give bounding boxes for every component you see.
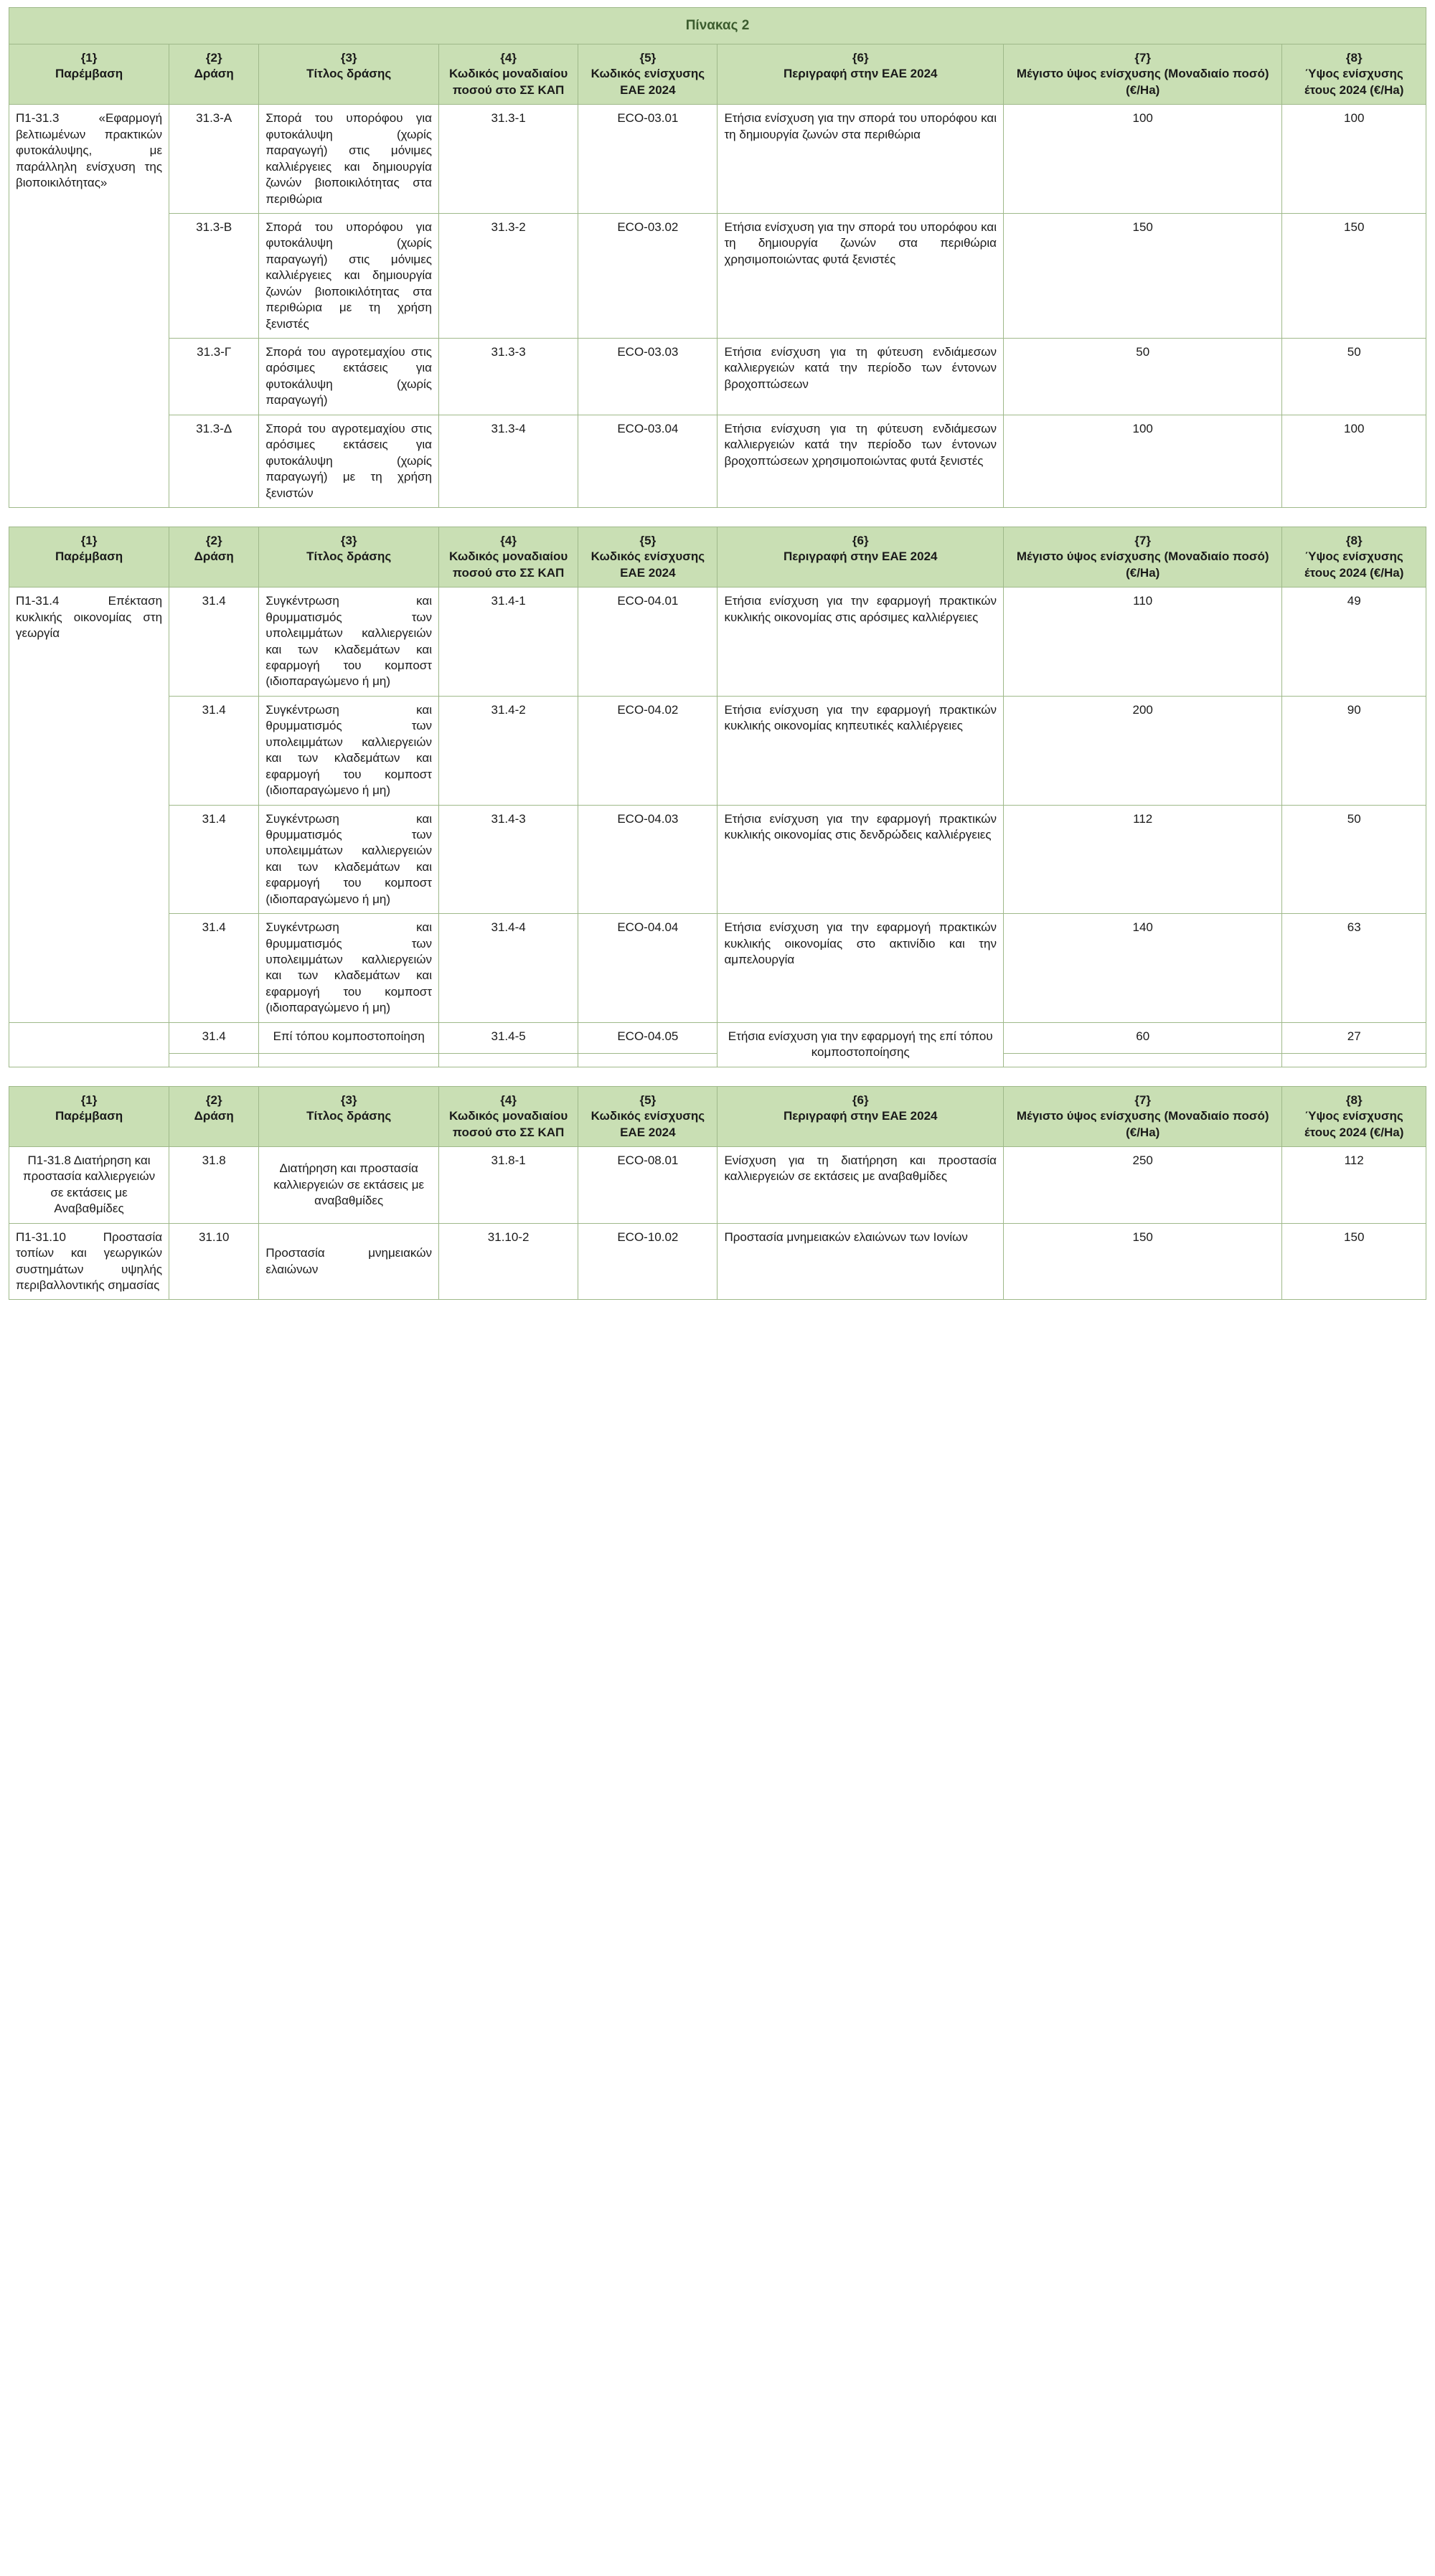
header-num: {5} — [639, 1093, 657, 1107]
description-cell: Ετήσια ενίσχυση για τη φύτευση ενδιάμεσων καλλιεργειών κατά την περίοδο των έντονων βροχοπτώσεων χρησιμοποιώντας φυτά ξενιστές — [718, 415, 1004, 507]
header-cell-description — [718, 527, 1004, 587]
intervention-cell: Π1-31.4 Επέκταση κυκλικής οικονομίας στη γεωργία — [9, 588, 169, 1023]
header-label: Ύψος ενίσχυσης έτους 2024 (€/Ha) — [1304, 549, 1404, 580]
aid-code-cell: ECO-04.05 — [578, 1022, 718, 1053]
table-row — [9, 1223, 1426, 1300]
description-cell: Ετήσια ενίσχυση για την εφαρμογή της επί τόπου κομποστοποίησης — [718, 1022, 1004, 1067]
action-title-cell: Σπορά του υπορόφου για φυτοκάλυψη (χωρίς παραγωγή) στις μόνιμες καλλιέργειες και δημιουργία ζωνών βιοποικιλότητας στα περιθώρια — [259, 105, 439, 214]
max-amount-cell: 140 — [1003, 914, 1281, 1023]
intervention-cell: Π1-31.10 Προστασία τοπίων και γεωργικών συστημάτων υψηλής περιβαλλοντικής σημασίας — [9, 1223, 169, 1300]
action-cell: 31.3-Γ — [169, 339, 259, 415]
header-cell-intervention — [9, 527, 169, 587]
header-cell-max-amount — [1003, 44, 1281, 105]
header-num: {2} — [205, 51, 222, 65]
header-label: Κωδικός μοναδιαίου ποσού στο ΣΣ ΚΑΠ — [448, 67, 568, 97]
table-row — [9, 805, 1426, 914]
action-cell: 31.4 — [169, 805, 259, 914]
header-label: Κωδικός ενίσχυσης ΕΑΕ 2024 — [591, 549, 705, 580]
max-amount-cell: 100 — [1003, 105, 1281, 214]
max-amount-cell: 50 — [1003, 339, 1281, 415]
action-title-cell: Σπορά του αγροτεμαχίου στις αρόσιμες εκτάσεις για φυτοκάλυψη (χωρίς παραγωγή) με τη χρήση ξενιστών — [259, 415, 439, 507]
header-cell-action-title — [259, 527, 439, 587]
header-cell-amount-2024 — [1282, 527, 1426, 587]
description-cell: Ετήσια ενίσχυση για την σπορά του υπορόφου και τη δημιουργία ζωνών στα περιθώρια — [718, 105, 1004, 214]
unit-code-cell: 31.4-4 — [439, 914, 578, 1023]
header-cell-description — [718, 1086, 1004, 1146]
table-row — [9, 914, 1426, 1023]
header-label: Κωδικός ενίσχυσης ΕΑΕ 2024 — [591, 67, 705, 97]
header-num: {8} — [1345, 1093, 1363, 1107]
header-num: {1} — [80, 1093, 98, 1107]
header-label: Περιγραφή στην ΕΑΕ 2024 — [783, 67, 938, 81]
aid-code-cell: ECO-04.02 — [578, 696, 718, 805]
intervention-cell: Π1-31.3 «Εφαρμογή βελτιωμένων πρακτικών φυτοκάλυψης, με παράλληλη ενίσχυση της βιοποικιλότητας» — [9, 105, 169, 508]
header-num: {3} — [340, 533, 357, 547]
max-amount-cell: 150 — [1003, 213, 1281, 338]
aid-code-cell: ECO-03.03 — [578, 339, 718, 415]
header-num: {1} — [80, 533, 98, 547]
aid-code-cell: ECO-08.01 — [578, 1146, 718, 1223]
header-cell-unit-code — [439, 1086, 578, 1146]
aid-code-cell: ECO-04.04 — [578, 914, 718, 1023]
table-row — [9, 1146, 1426, 1223]
action-cell-empty — [169, 1053, 259, 1067]
unit-code-cell: 31.4-1 — [439, 588, 578, 697]
header-cell-action — [169, 44, 259, 105]
unit-code-cell: 31.4-5 — [439, 1022, 578, 1053]
header-cell-amount-2024 — [1282, 44, 1426, 105]
action-title-cell: Επί τόπου κομποστοποίηση — [259, 1022, 439, 1053]
header-num: {3} — [340, 51, 357, 65]
max-amount-cell: 100 — [1003, 415, 1281, 507]
header-cell-action-title — [259, 44, 439, 105]
header-label: Μέγιστο ύψος ενίσχυσης (Μοναδιαίο ποσό)(€/Ha) — [1016, 67, 1269, 97]
header-label: Μέγιστο ύψος ενίσχυσης (Μοναδιαίο ποσό) (€/Ha) — [1016, 1109, 1269, 1139]
header-num: {2} — [205, 533, 222, 547]
intervention-cell: Π1-31.8 Διατήρηση και προστασία καλλιεργειών σε εκτάσεις με Αναβαθμίδες — [9, 1146, 169, 1223]
max-amount-cell: 150 — [1003, 1223, 1281, 1300]
table-gap — [9, 508, 1426, 527]
header-num: {7} — [1134, 533, 1152, 547]
header-num: {4} — [500, 51, 517, 65]
action-title-cell: Συγκέντρωση και θρυμματισμός των υπολειμμάτων καλλιεργειών και των κλαδεμάτων και εφαρμογή του κομποστ (ιδιοπαραγώμενο ή μη) — [259, 696, 439, 805]
header-cell-intervention — [9, 44, 169, 105]
description-cell: Ενίσχυση για τη διατήρηση και προστασία καλλιεργειών σε εκτάσεις με αναβαθμίδες — [718, 1146, 1004, 1223]
description-cell: Ετήσια ενίσχυση για την εφαρμογή πρακτικών κυκλικής οικονομίας στο ακτινίδιο και την αμπελουργία — [718, 914, 1004, 1023]
header-cell-aid-code — [578, 527, 718, 587]
unit-code-cell: 31.10-2 — [439, 1223, 578, 1300]
header-label: Τίτλος δράσης — [306, 67, 392, 81]
action-cell: 31.4 — [169, 1022, 259, 1053]
header-label: Περιγραφή στην ΕΑΕ 2024 — [783, 1109, 938, 1123]
header-num: {6} — [852, 533, 869, 547]
max-amount-cell: 60 — [1003, 1022, 1281, 1053]
action-title-cell: Συγκέντρωση και θρυμματισμός των υπολειμμάτων καλλιεργειών και των κλαδεμάτων και εφαρμογή του κομποστ (ιδιοπαραγώμενο ή μη) — [259, 805, 439, 914]
header-num: {7} — [1134, 1093, 1152, 1107]
header-label: Δράση — [194, 549, 234, 564]
header-num: {5} — [639, 51, 657, 65]
header-cell-unit-code — [439, 44, 578, 105]
header-label: Κωδικός ενίσχυσης ΕΑΕ 2024 — [591, 1109, 705, 1139]
header-cell-action — [169, 1086, 259, 1146]
max-amount-cell: 112 — [1003, 805, 1281, 914]
header-label: Δράση — [194, 67, 234, 81]
header-cell-amount-2024 — [1282, 1086, 1426, 1146]
header-label: Κωδικός μοναδιαίου ποσού στο ΣΣ ΚΑΠ — [448, 549, 568, 580]
action-cell: 31.3-Α — [169, 105, 259, 214]
description-cell: Ετήσια ενίσχυση για την εφαρμογή πρακτικών κυκλικής οικονομίας στις δενδρώδεις καλλιέργειες — [718, 805, 1004, 914]
description-cell: Ετήσια ενίσχυση για την σπορά του υπορόφου και τη δημιουργία ζωνών στα περιθώρια χρησιμοποιώντας φυτά ξενιστές — [718, 213, 1004, 338]
header-num: {4} — [500, 1093, 517, 1107]
amount-2024-cell: 27 — [1282, 1022, 1426, 1053]
unit-code-cell: 31.4-3 — [439, 805, 578, 914]
amount-2024-cell: 50 — [1282, 339, 1426, 415]
header-cell-action-title — [259, 1086, 439, 1146]
action-title-cell: Προστασία μνημειακών ελαιώνων — [259, 1223, 439, 1300]
max-amount-cell-empty — [1003, 1053, 1281, 1067]
aid-code-cell: ECO-10.02 — [578, 1223, 718, 1300]
max-amount-cell: 110 — [1003, 588, 1281, 697]
header-label: Τίτλος δράσης — [306, 549, 392, 564]
unit-code-cell: 31.4-2 — [439, 696, 578, 805]
table-31-3 — [9, 44, 1426, 508]
header-label: Παρέμβαση — [55, 549, 123, 564]
max-amount-cell: 200 — [1003, 696, 1281, 805]
amount-2024-cell: 90 — [1282, 696, 1426, 805]
header-num: {6} — [852, 51, 869, 65]
aid-code-cell-empty — [578, 1053, 718, 1067]
action-cell: 31.3-Δ — [169, 415, 259, 507]
header-cell-max-amount — [1003, 1086, 1281, 1146]
table-31-8-and-31-10 — [9, 1086, 1426, 1301]
header-num: {3} — [340, 1093, 357, 1107]
header-num: {5} — [639, 533, 657, 547]
description-cell: Ετήσια ενίσχυση για την εφαρμογή πρακτικών κυκλικής οικονομίας κηπευτικές καλλιέργειες — [718, 696, 1004, 805]
header-label: Ύψος ενίσχυσης έτους 2024 (€/Ha) — [1304, 1109, 1404, 1139]
amount-2024-cell-empty — [1282, 1053, 1426, 1067]
header-num: {2} — [205, 1093, 222, 1107]
action-title-cell: Σπορά του αγροτεμαχίου στις αρόσιμες εκτάσεις για φυτοκάλυψη (χωρίς παραγωγή) — [259, 339, 439, 415]
action-cell: 31.4 — [169, 696, 259, 805]
action-title-cell: Σπορά του υπορόφου για φυτοκάλυψη (χωρίς παραγωγή) στις μόνιμες καλλιέργειες και δημιουργία ζωνών βιοποικιλότητας στα περιθώρια με τη χρήση ξενιστές — [259, 213, 439, 338]
header-label: Ύψος ενίσχυσης έτους 2024 (€/Ha) — [1304, 67, 1404, 97]
header-cell-unit-code — [439, 527, 578, 587]
action-cell: 31.8 — [169, 1146, 259, 1223]
aid-code-cell: ECO-03.02 — [578, 213, 718, 338]
header-num: {7} — [1134, 51, 1152, 65]
header-cell-description — [718, 44, 1004, 105]
action-cell: 31.4 — [169, 588, 259, 697]
aid-code-cell: ECO-03.04 — [578, 415, 718, 507]
table-header-row — [9, 527, 1426, 587]
amount-2024-cell: 150 — [1282, 1223, 1426, 1300]
table-header-row — [9, 1086, 1426, 1146]
action-cell: 31.3-Β — [169, 213, 259, 338]
header-label: Κωδικός μοναδιαίου ποσού στο ΣΣ ΚΑΠ — [448, 1109, 568, 1139]
amount-2024-cell: 112 — [1282, 1146, 1426, 1223]
description-cell: Ετήσια ενίσχυση για τη φύτευση ενδιάμεσων καλλιεργειών κατά την περίοδο των έντονων βροχοπτώσεων — [718, 339, 1004, 415]
aid-code-cell: ECO-04.01 — [578, 588, 718, 697]
amount-2024-cell: 100 — [1282, 415, 1426, 507]
aid-code-cell: ECO-03.01 — [578, 105, 718, 214]
table-gap — [9, 1067, 1426, 1086]
header-label: Δράση — [194, 1109, 234, 1123]
table-row — [9, 213, 1426, 338]
page-title: Πίνακας 2 — [9, 7, 1426, 44]
description-cell: Προστασία μνημειακών ελαιώνων των Ιονίων — [718, 1223, 1004, 1300]
table-31-4 — [9, 527, 1426, 1067]
amount-2024-cell: 150 — [1282, 213, 1426, 338]
action-title-cell: Συγκέντρωση και θρυμματισμός των υπολειμμάτων καλλιεργειών και των κλαδεμάτων και εφαρμογή του κομποστ (ιδιοπαραγώμενο ή μη) — [259, 914, 439, 1023]
table-row — [9, 696, 1426, 805]
header-num: {1} — [80, 51, 98, 65]
unit-code-cell-empty — [439, 1053, 578, 1067]
header-cell-max-amount — [1003, 527, 1281, 587]
action-cell: 31.10 — [169, 1223, 259, 1300]
action-title-cell: Συγκέντρωση και θρυμματισμός των υπολειμμάτων καλλιεργειών και των κλαδεμάτων και εφαρμογή του κομποστ (ιδιοπαραγώμενο ή μη) — [259, 588, 439, 697]
amount-2024-cell: 50 — [1282, 805, 1426, 914]
amount-2024-cell: 49 — [1282, 588, 1426, 697]
table-row — [9, 588, 1426, 697]
aid-code-cell: ECO-04.03 — [578, 805, 718, 914]
intervention-cell-empty — [9, 1022, 169, 1067]
header-cell-aid-code — [578, 1086, 718, 1146]
amount-2024-cell: 100 — [1282, 105, 1426, 214]
header-cell-intervention — [9, 1086, 169, 1146]
unit-code-cell: 31.3-4 — [439, 415, 578, 507]
header-label: Τίτλος δράσης — [306, 1109, 392, 1123]
header-label: Παρέμβαση — [55, 1109, 123, 1123]
table-row — [9, 339, 1426, 415]
header-num: {8} — [1345, 51, 1363, 65]
action-title-cell: Διατήρηση και προστασία καλλιεργειών σε εκτάσεις με αναβαθμίδες — [259, 1146, 439, 1223]
amount-2024-cell: 63 — [1282, 914, 1426, 1023]
header-label: Παρέμβαση — [55, 67, 123, 81]
description-cell: Ετήσια ενίσχυση για την εφαρμογή πρακτικών κυκλικής οικονομίας στις αρόσιμες καλλιέργειες — [718, 588, 1004, 697]
header-label: Περιγραφή στην ΕΑΕ 2024 — [783, 549, 938, 564]
unit-code-cell: 31.3-2 — [439, 213, 578, 338]
header-cell-aid-code — [578, 44, 718, 105]
header-num: {4} — [500, 533, 517, 547]
header-num: {8} — [1345, 533, 1363, 547]
unit-code-cell: 31.3-1 — [439, 105, 578, 214]
action-title-cell-empty — [259, 1053, 439, 1067]
table-row — [9, 105, 1426, 214]
header-cell-action — [169, 527, 259, 587]
unit-code-cell: 31.3-3 — [439, 339, 578, 415]
header-num: {6} — [852, 1093, 869, 1107]
table-row — [9, 415, 1426, 507]
header-label: Μέγιστο ύψος ενίσχυσης (Μοναδιαίο ποσό) (€/Ha) — [1016, 549, 1269, 580]
max-amount-cell: 250 — [1003, 1146, 1281, 1223]
action-cell: 31.4 — [169, 914, 259, 1023]
table-row — [9, 1022, 1426, 1053]
table-header-row — [9, 44, 1426, 105]
unit-code-cell: 31.8-1 — [439, 1146, 578, 1223]
